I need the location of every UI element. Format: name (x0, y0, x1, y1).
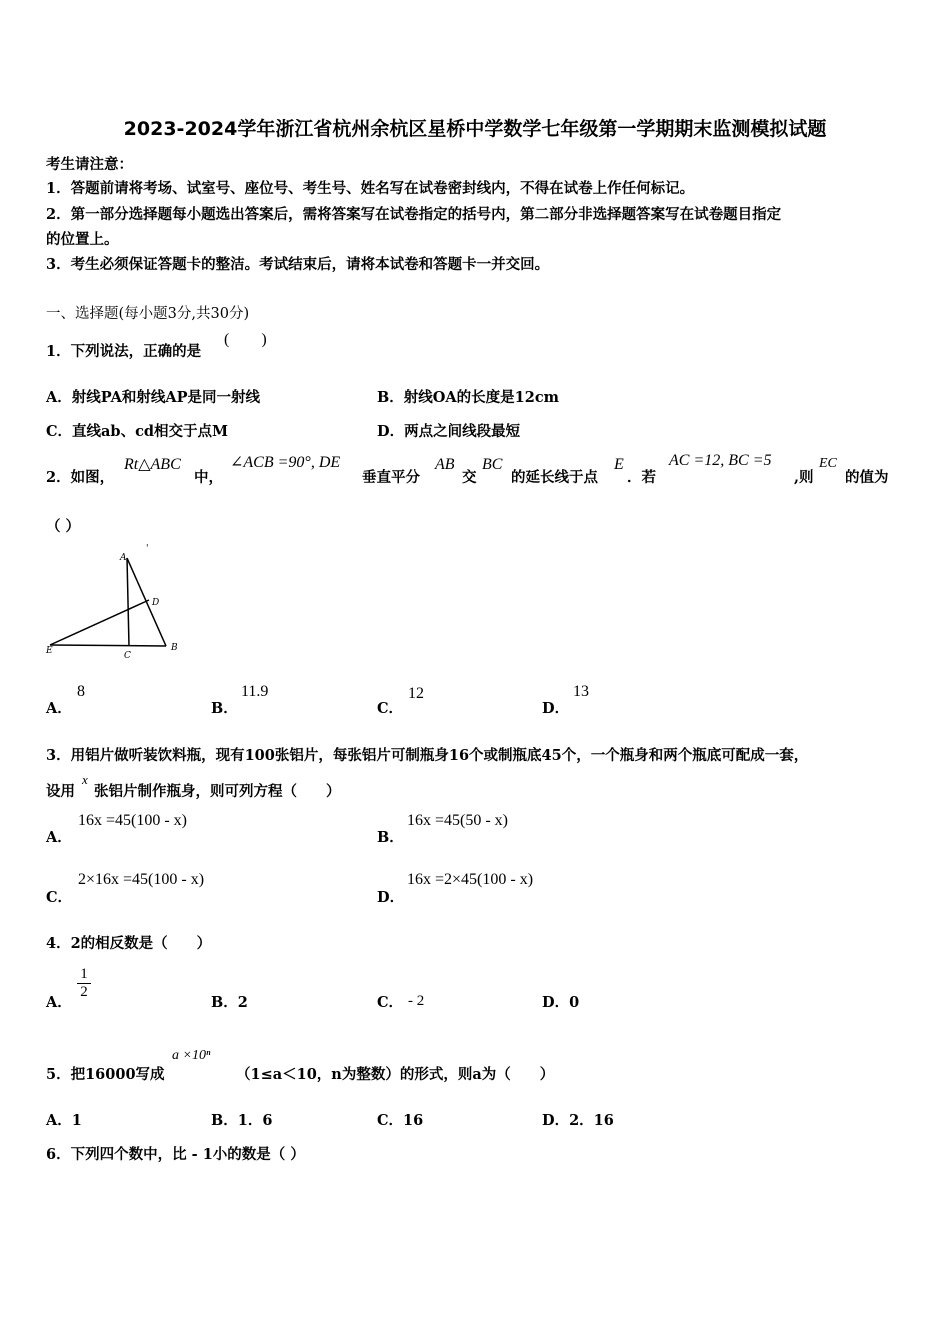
q2-math-angle: ∠ACB =90°, DE (230, 454, 341, 471)
label-c: C (124, 651, 131, 661)
fraction-denominator: 2 (80, 984, 88, 1000)
q2-paren: （ ） (46, 518, 81, 535)
q4-fraction (77, 966, 91, 1001)
q2-option-b-value: 11.9 (241, 683, 269, 700)
q2-math-bc: BC (482, 456, 503, 473)
q2-math-e: E (614, 456, 624, 473)
q2-option-c-label: C． (377, 700, 404, 717)
q4-option-d: D．0 (542, 994, 580, 1011)
q3-line-2b: 张铝片制作瓶身，则可列方程（ ） (94, 783, 341, 800)
fraction-numerator: 1 (80, 966, 88, 982)
q2-text-6: ．若 (627, 469, 656, 486)
q2-text-1: 2．如图， (46, 469, 115, 486)
q2-option-a-value: 8 (77, 683, 85, 700)
q3-option-d-label: D． (377, 889, 405, 906)
q2-text-3: 垂直平分 (362, 469, 420, 486)
q3-option-b-eq: 16x =45(50 - x) (407, 812, 509, 829)
q2-math-triangle: Rt△ABC (124, 456, 181, 473)
q4-option-c-value: - 2 (408, 993, 425, 1009)
q6-stem: 6．下列四个数中，比 - 1小的数是（ ） (46, 1146, 305, 1163)
q5-text-2: （1≤a＜10，n为整数）的形式，则a为（ ） (236, 1066, 555, 1083)
q3-line-2a: 设用 (46, 783, 75, 800)
page-title: 2023-2024学年浙江省杭州余杭区星桥中学数学七年级第一学期期末监测模拟试题 (123, 118, 827, 140)
q2-option-a-label: A． (46, 700, 72, 717)
q1-option-d: D．两点之间线段最短 (377, 423, 521, 440)
label-dot: ' (146, 544, 149, 554)
q4-stem: 4．2的相反数是（ ） (46, 935, 212, 952)
q3-line-1: 3．用铝片做听装饮料瓶，现有100张铝片，每张铝片可制瓶身16个或制瓶底45个，一个瓶身和两个瓶底可配成一套， (46, 747, 809, 764)
q2-option-b-label: B． (211, 700, 238, 717)
q3-var-x: x (82, 772, 88, 787)
label-a: A (120, 553, 127, 563)
q5-text-1: 5．把16000写成 (46, 1066, 165, 1083)
q3-option-d-eq: 16x =2×45(100 - x) (407, 871, 534, 888)
segment-eb (50, 645, 166, 646)
q2-option-d-value: 13 (573, 683, 589, 700)
segment-ab (127, 558, 166, 646)
label-d: D (152, 598, 160, 608)
q2-text-5: 的延长线于点 (511, 469, 598, 486)
label-e: E (46, 646, 53, 656)
segment-ac (127, 558, 129, 646)
q1-stem: 1．下列说法，正确的是 (46, 343, 202, 360)
notice-line-2a: 2．第一部分选择题每小题选出答案后，需将答案写在试卷指定的括号内，第二部分非选择题答案写在试卷题目指定 (46, 206, 782, 223)
q2-math-lengths: AC =12, BC =5 (669, 452, 772, 469)
notice-line-2b: 的位置上。 (46, 231, 119, 248)
q2-option-c-value: 12 (408, 685, 424, 702)
q2-figure (40, 540, 190, 665)
q2-text-7: ,则 (794, 469, 814, 486)
q3-option-c-label: C． (46, 889, 73, 906)
q3-option-a-eq: 16x =45(100 - x) (78, 812, 188, 829)
q3-option-c-eq: 2×16x =45(100 - x) (78, 871, 205, 888)
q1-paren: ( ) (224, 331, 267, 348)
q2-text-4: 交 (462, 469, 477, 486)
q3-option-b-label: B． (377, 829, 404, 846)
label-b: B (171, 643, 178, 653)
q5-scientific-notation: a ×10ⁿ (172, 1048, 211, 1063)
notice-line-3: 3．考生必须保证答题卡的整洁。考试结束后，请将本试卷和答题卡一并交回。 (46, 256, 550, 273)
q1-option-a: A．射线PA和射线AP是同一射线 (46, 389, 261, 406)
q5-option-a: A．1 (46, 1112, 82, 1129)
q5-option-c: C．16 (377, 1112, 424, 1129)
q1-option-b: B．射线OA的长度是12cm (377, 389, 559, 406)
section-heading: 一、选择题(每小题3分,共30分) (46, 306, 250, 322)
q1-option-c: C．直线ab、cd相交于点M (46, 423, 229, 440)
segment-ed (50, 600, 149, 645)
q2-math-ec: EC (819, 456, 837, 471)
q2-text-2: 中， (194, 469, 223, 486)
q2-math-ab: AB (435, 456, 455, 473)
notice-line-1: 1．答题前请将考场、试室号、座位号、考生号、姓名写在试卷密封线内，不得在试卷上作任何标记。 (46, 180, 695, 197)
q2-text-8: 的值为 (845, 469, 889, 486)
q5-option-b: B．1．6 (211, 1112, 273, 1129)
q2-option-d-label: D． (542, 700, 570, 717)
q4-option-b: B．2 (211, 994, 248, 1011)
q4-option-a-label: A． (46, 994, 72, 1011)
q3-option-a-label: A． (46, 829, 72, 846)
q4-option-c-label: C． (377, 994, 404, 1011)
q5-option-d: D．2．16 (542, 1112, 614, 1129)
notice-heading: 考生请注意： (46, 156, 133, 173)
